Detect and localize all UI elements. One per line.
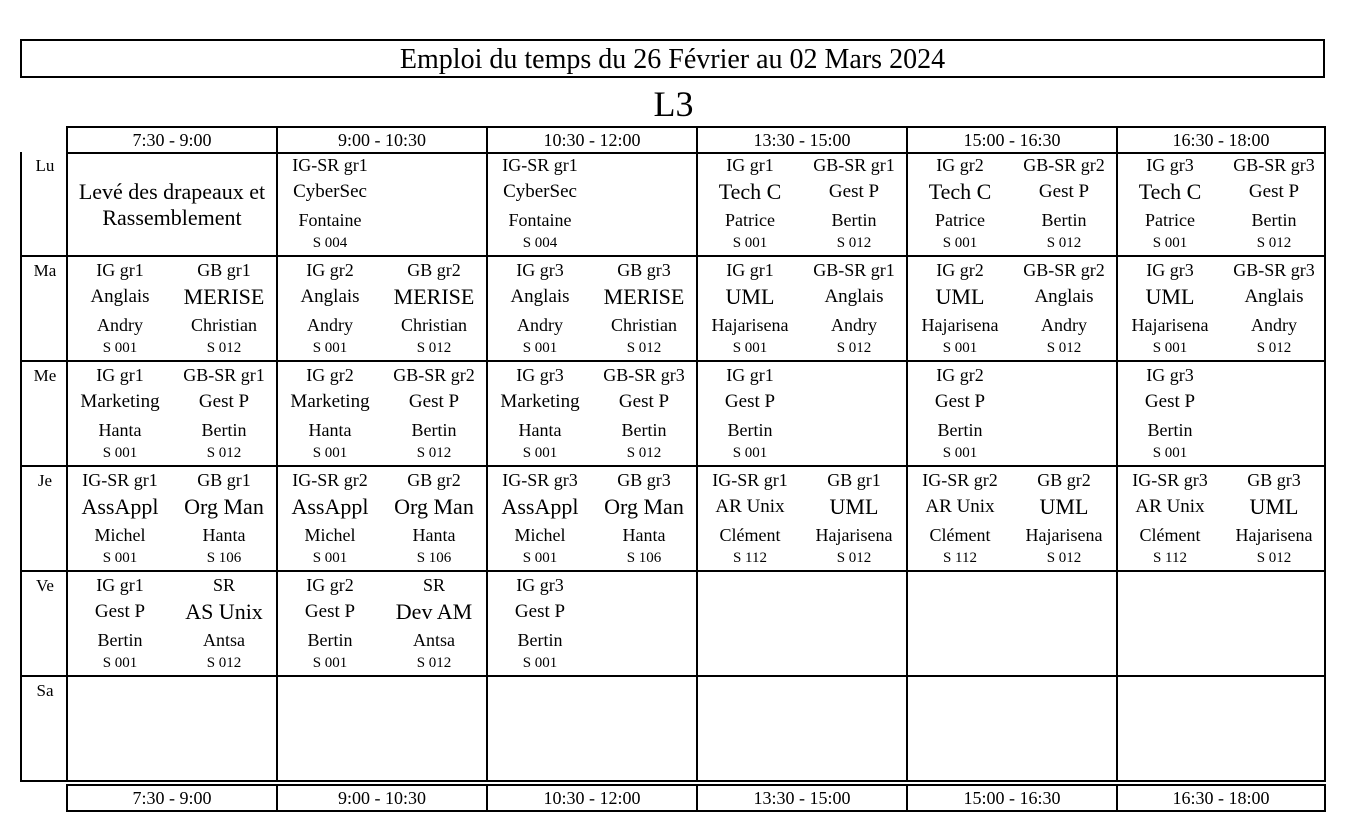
session-block [592,467,696,571]
day-row [20,152,66,257]
session-block [278,362,382,466]
group-label: IG-SR gr1 [502,155,578,175]
course-name: Gest P [934,391,986,412]
group-label: GB gr1 [827,470,881,490]
room-label: S 012 [1046,235,1082,251]
teacher-name: Patrice [1145,210,1195,230]
teacher-name: Patrice [935,210,985,230]
group-label: GB-SR gr1 [813,155,895,175]
session-block [68,467,172,571]
session-block [592,362,696,466]
timetable-grid [20,126,1325,810]
group-label: GB-SR gr3 [603,365,685,385]
group-label: IG gr1 [726,365,774,385]
session-block [488,467,592,571]
course-name: MERISE [183,284,265,309]
room-label: S 012 [206,340,242,356]
teacher-name: Christian [401,315,467,335]
room-label: S 012 [416,655,452,671]
group-label: IG gr3 [1146,260,1194,280]
group-label: GB gr3 [617,260,671,280]
session-block [1012,152,1116,256]
room-label: S 001 [942,235,978,251]
session-block [802,467,906,571]
teacher-name: Michel [514,525,566,545]
course-name: Gest P [1248,181,1300,202]
group-label: IG gr3 [1146,155,1194,175]
teacher-name: Fontaine [298,210,362,230]
session-block [592,257,696,361]
group-label: IG gr2 [936,155,984,175]
session-block [1012,467,1116,571]
session-block [802,257,906,361]
course-name: UML [829,494,879,519]
teacher-name: Andry [517,315,563,335]
timetable-cell [696,362,906,467]
course-name: Gest P [828,181,880,202]
teacher-name: Christian [611,315,677,335]
teacher-name: Bertin [831,210,877,230]
timetable-cell [1116,572,1326,677]
room-label: S 001 [312,445,348,461]
course-name: Marketing [290,391,370,412]
session-block [908,467,1012,571]
timetable-cell [696,677,906,782]
session-block [278,152,382,256]
timetable-cell [486,677,696,782]
room-label: S 012 [626,340,662,356]
course-name: CyberSec [503,181,577,202]
session-block [382,257,486,361]
course-name: Anglais [1034,286,1094,307]
group-label: IG-SR gr1 [712,470,788,490]
teacher-name: Bertin [1041,210,1087,230]
course-name: Tech C [1138,179,1202,204]
time-slot-header: 13:30 - 15:00 [696,126,906,154]
timetable-cell [66,362,276,467]
group-label: IG-SR gr1 [292,155,368,175]
teacher-name: Hanta [98,420,142,440]
room-label: S 106 [416,550,452,566]
teacher-name: Bertin [1251,210,1297,230]
room-label: S 001 [102,655,138,671]
session-block [908,362,1012,466]
time-slot-header: 7:30 - 9:00 [66,126,276,154]
room-label: S 001 [102,550,138,566]
day-label: Ma [33,261,57,280]
room-label: S 012 [206,655,242,671]
session-block [488,362,592,466]
timetable-cell [906,467,1116,572]
session-block [1118,152,1222,256]
teacher-name: Antsa [203,630,245,650]
teacher-name: Andry [1041,315,1087,335]
course-name: Anglais [1244,286,1304,307]
day-label: Je [37,471,53,490]
course-name: UML [725,284,775,309]
group-label: GB-SR gr3 [1233,155,1315,175]
course-name: AR Unix [925,496,995,517]
timetable-title: Emploi du temps du 26 Février au 02 Mars 2024 [20,39,1325,78]
room-label: S 001 [522,550,558,566]
group-label: GB gr2 [407,260,461,280]
teacher-name: Clément [929,525,991,545]
room-label: S 001 [942,445,978,461]
timetable-cell [906,257,1116,362]
session-block [488,257,592,361]
timetable-cell [486,572,696,677]
timetable-cell [1116,677,1326,782]
room-label: S 012 [836,550,872,566]
teacher-name: Bertin [621,420,667,440]
course-name: AR Unix [715,496,785,517]
session-block [1118,467,1222,571]
room-label: S 001 [312,550,348,566]
session-block [908,257,1012,361]
course-name: CyberSec [293,181,367,202]
session-block [1118,257,1222,361]
session-block [1222,152,1326,256]
group-label: GB-SR gr3 [1233,260,1315,280]
session-block [278,257,382,361]
timetable-cell [486,362,696,467]
room-label: S 012 [836,340,872,356]
group-label: GB-SR gr1 [813,260,895,280]
timetable-cell [1116,152,1326,257]
course-name: Marketing [80,391,160,412]
course-name: MERISE [393,284,475,309]
course-name: UML [935,284,985,309]
day-row [20,257,66,362]
session-block [382,467,486,571]
course-name: Gest P [408,391,460,412]
room-label: S 112 [1152,550,1188,566]
time-slot-footer: 7:30 - 9:00 [66,784,276,812]
group-label: GB-SR gr2 [1023,260,1105,280]
group-label: GB gr1 [197,470,251,490]
group-label: GB-SR gr2 [393,365,475,385]
room-label: S 001 [312,655,348,671]
course-name: Gest P [304,601,356,622]
room-label: S 112 [732,550,768,566]
course-name: Dev AM [395,599,473,624]
timetable-cell [906,362,1116,467]
group-label: IG gr3 [516,365,564,385]
session-block [698,362,802,466]
course-name: UML [1145,284,1195,309]
group-label: IG gr2 [306,575,354,595]
room-label: S 012 [206,445,242,461]
teacher-name: Hajarisena [921,315,999,335]
session-block [1012,257,1116,361]
room-label: S 012 [626,445,662,461]
course-name: Anglais [90,286,150,307]
timetable-cell [276,152,486,257]
teacher-name: Hanta [622,525,666,545]
teacher-name: Andry [307,315,353,335]
session-block [68,572,172,676]
timetable-cell [66,152,276,257]
timetable-cell [1116,362,1326,467]
timetable-cell [276,362,486,467]
time-slot-footer: 9:00 - 10:30 [276,784,486,812]
teacher-name: Antsa [413,630,455,650]
course-name: Gest P [198,391,250,412]
time-slot-footer: 15:00 - 16:30 [906,784,1116,812]
group-label: GB gr1 [197,260,251,280]
room-label: S 001 [522,655,558,671]
timetable-cell [696,467,906,572]
session-block [1222,257,1326,361]
timetable-cell [66,677,276,782]
class-level: L3 [653,84,694,124]
session-block [1118,362,1222,466]
time-slot-footer: 16:30 - 18:00 [1116,784,1326,812]
course-name: Tech C [718,179,782,204]
course-name: Gest P [618,391,670,412]
day-row [20,467,66,572]
room-label: S 004 [312,235,348,251]
group-label: SR [422,575,446,595]
session-block [172,362,276,466]
course-name: UML [1039,494,1089,519]
group-label: IG gr3 [516,575,564,595]
room-label: S 001 [732,340,768,356]
group-label: IG gr1 [96,260,144,280]
room-label: S 012 [1256,235,1292,251]
room-label: S 001 [942,340,978,356]
teacher-name: Clément [1139,525,1201,545]
course-name: Org Man [394,494,474,519]
room-label: S 004 [522,235,558,251]
teacher-name: Andry [831,315,877,335]
course-name: Org Man [604,494,684,519]
timetable-cell [486,152,696,257]
room-label: S 012 [836,235,872,251]
timetable-cell [66,572,276,677]
group-label: GB gr2 [407,470,461,490]
course-name: AssAppl [81,494,159,519]
teacher-name: Bertin [97,630,143,650]
session-block [382,362,486,466]
timetable-cell [276,467,486,572]
course-name: Anglais [300,286,360,307]
course-name: AS Unix [185,599,263,624]
room-label: S 106 [626,550,662,566]
session-block [488,152,592,256]
teacher-name: Bertin [411,420,457,440]
session-block [382,572,486,676]
course-name: Gest P [1144,391,1196,412]
room-label: S 106 [206,550,242,566]
teacher-name: Hanta [308,420,352,440]
group-label: IG gr2 [306,260,354,280]
course-name: MERISE [603,284,685,309]
group-label: GB-SR gr2 [1023,155,1105,175]
session-block [68,362,172,466]
session-block [698,467,802,571]
session-block [172,257,276,361]
day-row [20,572,66,677]
group-label: IG-SR gr1 [82,470,158,490]
time-slot-header: 15:00 - 16:30 [906,126,1116,154]
room-label: S 012 [416,340,452,356]
timetable-cell [66,467,276,572]
teacher-name: Hajarisena [815,525,893,545]
course-name: AssAppl [501,494,579,519]
course-name: Gest P [724,391,776,412]
timetable-cell [906,152,1116,257]
event-line: Rassemblement [102,205,242,230]
timetable-cell [276,677,486,782]
teacher-name: Bertin [517,630,563,650]
group-label: IG gr2 [936,260,984,280]
session-block [1222,467,1326,571]
timetable-cell [696,152,906,257]
teacher-name: Hanta [202,525,246,545]
group-label: GB gr2 [1037,470,1091,490]
room-label: S 012 [1046,550,1082,566]
room-label: S 012 [1046,340,1082,356]
timetable-cell [66,257,276,362]
timetable-cell [906,677,1116,782]
room-label: S 112 [942,550,978,566]
room-label: S 001 [732,235,768,251]
teacher-name: Bertin [727,420,773,440]
course-name: AssAppl [291,494,369,519]
teacher-name: Hajarisena [1235,525,1313,545]
group-label: IG gr3 [1146,365,1194,385]
day-label: Me [33,366,57,385]
teacher-name: Bertin [937,420,983,440]
group-label: GB gr3 [617,470,671,490]
room-label: S 001 [102,340,138,356]
day-label: Ve [36,576,54,595]
course-name: Anglais [824,286,884,307]
room-label: S 001 [1152,445,1188,461]
timetable-cell [1116,467,1326,572]
room-label: S 012 [1256,340,1292,356]
group-label: IG-SR gr3 [1132,470,1208,490]
event-line: Levé des drapeaux et [78,179,266,204]
group-label: GB gr3 [1247,470,1301,490]
teacher-name: Bertin [307,630,353,650]
teacher-name: Hajarisena [1131,315,1209,335]
teacher-name: Andry [97,315,143,335]
session-block [908,152,1012,256]
session-block [698,152,802,256]
course-name: Gest P [1038,181,1090,202]
day-row [20,362,66,467]
time-slot-header: 10:30 - 12:00 [486,126,696,154]
course-name: Gest P [514,601,566,622]
group-label: SR [212,575,236,595]
course-name: UML [1249,494,1299,519]
group-label: IG-SR gr2 [292,470,368,490]
room-label: S 001 [522,340,558,356]
group-label: IG gr1 [726,155,774,175]
room-label: S 001 [102,445,138,461]
session-block [68,257,172,361]
teacher-name: Christian [191,315,257,335]
teacher-name: Hajarisena [1025,525,1103,545]
timetable-cell [696,572,906,677]
time-slot-header: 16:30 - 18:00 [1116,126,1326,154]
session-block [172,572,276,676]
time-slot-footer: 10:30 - 12:00 [486,784,696,812]
teacher-name: Hajarisena [711,315,789,335]
room-label: S 001 [522,445,558,461]
group-label: IG-SR gr2 [922,470,998,490]
teacher-name: Hanta [412,525,456,545]
timetable-cell [906,572,1116,677]
day-label: Lu [35,156,55,175]
session-block [278,572,382,676]
group-label: IG gr1 [726,260,774,280]
session-block [172,467,276,571]
time-slot-footer: 13:30 - 15:00 [696,784,906,812]
course-name: Gest P [94,601,146,622]
teacher-name: Clément [719,525,781,545]
course-name: Tech C [928,179,992,204]
room-label: S 001 [1152,235,1188,251]
group-label: IG gr3 [516,260,564,280]
group-label: IG gr1 [96,575,144,595]
session-block [488,572,592,676]
group-label: IG gr2 [936,365,984,385]
course-name: AR Unix [1135,496,1205,517]
group-label: IG gr2 [306,365,354,385]
group-label: IG gr1 [96,365,144,385]
course-name: Anglais [510,286,570,307]
timetable-cell [276,257,486,362]
teacher-name: Patrice [725,210,775,230]
room-label: S 001 [732,445,768,461]
session-block [278,467,382,571]
timetable-cell [276,572,486,677]
group-label: GB-SR gr1 [183,365,265,385]
group-label: IG-SR gr3 [502,470,578,490]
session-block [698,257,802,361]
course-name: Marketing [500,391,580,412]
course-name: Org Man [184,494,264,519]
timetable-cell [486,467,696,572]
timetable-cell [486,257,696,362]
teacher-name: Bertin [201,420,247,440]
timetable-cell [1116,257,1326,362]
day-label: Sa [36,681,54,700]
timetable-cell [696,257,906,362]
room-label: S 001 [312,340,348,356]
teacher-name: Michel [304,525,356,545]
teacher-name: Hanta [518,420,562,440]
time-slot-header: 9:00 - 10:30 [276,126,486,154]
room-label: S 012 [1256,550,1292,566]
room-label: S 012 [416,445,452,461]
teacher-name: Andry [1251,315,1297,335]
teacher-name: Bertin [1147,420,1193,440]
teacher-name: Michel [94,525,146,545]
day-row [20,677,66,782]
session-block [802,152,906,256]
teacher-name: Fontaine [508,210,572,230]
room-label: S 001 [1152,340,1188,356]
